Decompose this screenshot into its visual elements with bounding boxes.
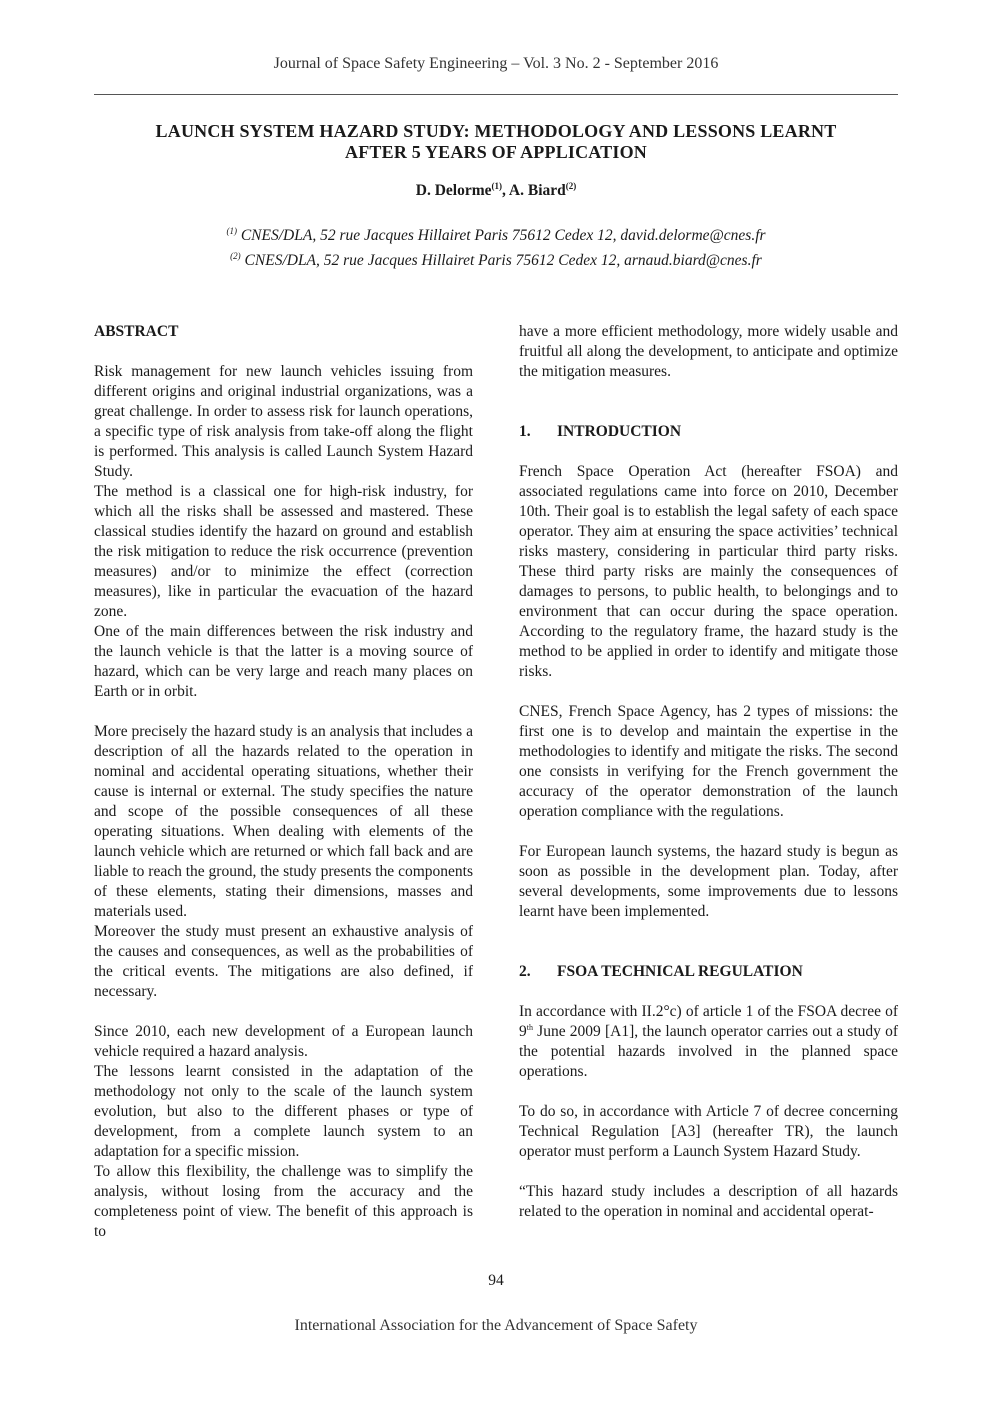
section-1-paragraph-3: For European launch systems, the hazard study is begun as soon as possible in the development plan. Today, after several developments, some improvements due to lessons learnt have been implemented. — [519, 843, 898, 920]
author-1-mark: (1) — [491, 181, 502, 191]
abstract-paragraph-2: The method is a classical one for high-risk industry, for which all the risks shall be assessed and mastered. These classical studies identify the hazard on ground and establish the risk mitigation to reduce the risk occurrence (prevention measures) and/or to minimize the effect (correction measures), like in particular the evacuation of the hazard zone. — [94, 483, 473, 620]
section-2-paragraph-3: “This hazard study includes a description of all hazards related to the operation in nominal and accidental operat- — [519, 1183, 898, 1220]
abstract-paragraph-3: One of the main differences between the risk industry and the launch vehicle is that the latter is a moving source of hazard, which can be very large and reach many places on Earth or in orbit. — [94, 623, 473, 700]
abstract-paragraph-6: Since 2010, each new development of a European launch vehicle required a hazard analysis. — [94, 1023, 473, 1060]
affiliation-1-text: CNES/DLA, 52 rue Jacques Hillairet Paris 75612 Cedex 12, david.delorme@cnes.fr — [236, 227, 766, 245]
journal-header: Journal of Space Safety Engineering – Vol. 3 No. 2 - September 2016 — [273, 55, 719, 72]
author-2-mark: (2) — [565, 181, 577, 191]
affiliation-2-mark: (2) — [230, 251, 241, 262]
abstract-paragraph-9: have a more efficient methodology, more widely usable and fruitful all along the development, to anticipate and optimize the mitigation measures. — [519, 323, 898, 380]
abstract-paragraph-5: Moreover the study must present an exhaustive analysis of the causes and consequences, as well as the probabilities of the critical events. The mitigations are also defined, if necessary. — [94, 923, 473, 1000]
paper-title — [94, 121, 898, 163]
section-1-paragraph-1: French Space Operation Act (hereafter FSOA) and associated regulations came into force on 2010, December 10th. Their goal is to establish the legal safety of each space operator. They aim at ensuring the space activities’ technical risks mastery, considering in particular third party risks. These third party risks are mainly the consequences of damages to persons, to public health, to belongings and to environment that can occur during the space operation. According to the regulatory frame, the hazard study is the method to be applied in order to identify and mitigate those risks. — [519, 463, 898, 680]
section-1-paragraph-2: CNES, French Space Agency, has 2 types of missions: the first one is to develop and maintain the expertise in the methodologies to identify and mitigate the risks. The second one consists in verifying for the French government the accuracy of the operator demonstration of the launch operation compliance with the regulations. — [519, 703, 898, 820]
left-column — [94, 322, 473, 1242]
section-2-paragraph-1-end: June 2009 [A1], the launch operator carries out a study of the potential hazards involved in the planned space operations. — [519, 1023, 898, 1080]
section-2-paragraph-2: To do so, in accordance with Article 7 of decree concerning Technical Regulation [A3] (hereafter TR), the launch operator must perform a Launch System Hazard Study. — [519, 1103, 898, 1160]
author-1: D. Delorme — [415, 182, 492, 200]
abstract-paragraph-8: To allow this flexibility, the challenge was to simplify the analysis, without losing from the accuracy and the completeness point of view. The benefit of this approach is to — [94, 1163, 473, 1240]
abstract-paragraph-4: More precisely the hazard study is an analysis that includes a description of all the hazards related to the operation in nominal and accidental operating situations, whether their cause is internal or external. The study specifies the nature and scope of the possible consequences of all these operating situations. When dealing with elements of the launch vehicle which are returned or which fall back and are liable to reach the ground, the study presents the components of these elements, stating their dimensions, masses and materials used. — [94, 723, 473, 920]
affiliation-1 — [0, 221, 992, 246]
right-column — [519, 322, 898, 1222]
affiliation-1-mark: (1) — [226, 226, 237, 236]
page-number: 94 — [488, 1272, 504, 1289]
ordinal-superscript: th — [526, 1022, 533, 1032]
author-2: A. Biard — [508, 182, 566, 200]
abstract-heading: ABSTRACT — [94, 323, 179, 340]
author-list — [0, 181, 992, 200]
footer-organization: International Association for the Advancement of Space Safety — [294, 1317, 698, 1334]
affiliations — [0, 221, 992, 271]
header-rule — [94, 94, 898, 95]
section-2-paragraph-1 — [519, 1002, 898, 1082]
title-line-2: AFTER 5 YEARS OF APPLICATION — [345, 142, 647, 162]
section-2-title: FSOA TECHNICAL REGULATION — [557, 963, 803, 980]
section-1-number: 1. — [519, 423, 531, 440]
affiliation-2-text: CNES/DLA, 52 rue Jacques Hillairet Paris 75612 Cedex 12, arnaud.biard@cnes.fr — [240, 252, 762, 270]
section-2-paragraph-1-start: In accordance with II.2°c) of article 1 of the FSOA decree of 9 — [519, 1003, 898, 1040]
section-2-number: 2. — [519, 963, 531, 980]
section-1-title: INTRODUCTION — [557, 423, 682, 440]
author-separator: , — [502, 182, 509, 200]
section-1-heading — [519, 422, 898, 442]
affiliation-2 — [0, 246, 992, 271]
section-2-heading — [519, 962, 898, 982]
abstract-paragraph-1: Risk management for new launch vehicles issuing from different origins and original industrial organizations, was a great challenge. In order to assess risk for launch operations, a specific type of risk analysis from take-off along the flight is performed. This analysis is called Launch System Hazard Study. — [94, 363, 473, 480]
abstract-paragraph-7: The lessons learnt consisted in the adaptation of the methodology not only to the scale of the launch system evolution, but also to the different phases or type of development, from a complete launch system to an adaptation for a specific mission. — [94, 1063, 473, 1160]
title-line-1: LAUNCH SYSTEM HAZARD STUDY: METHODOLOGY AND LESSONS LEARNT — [155, 121, 837, 141]
